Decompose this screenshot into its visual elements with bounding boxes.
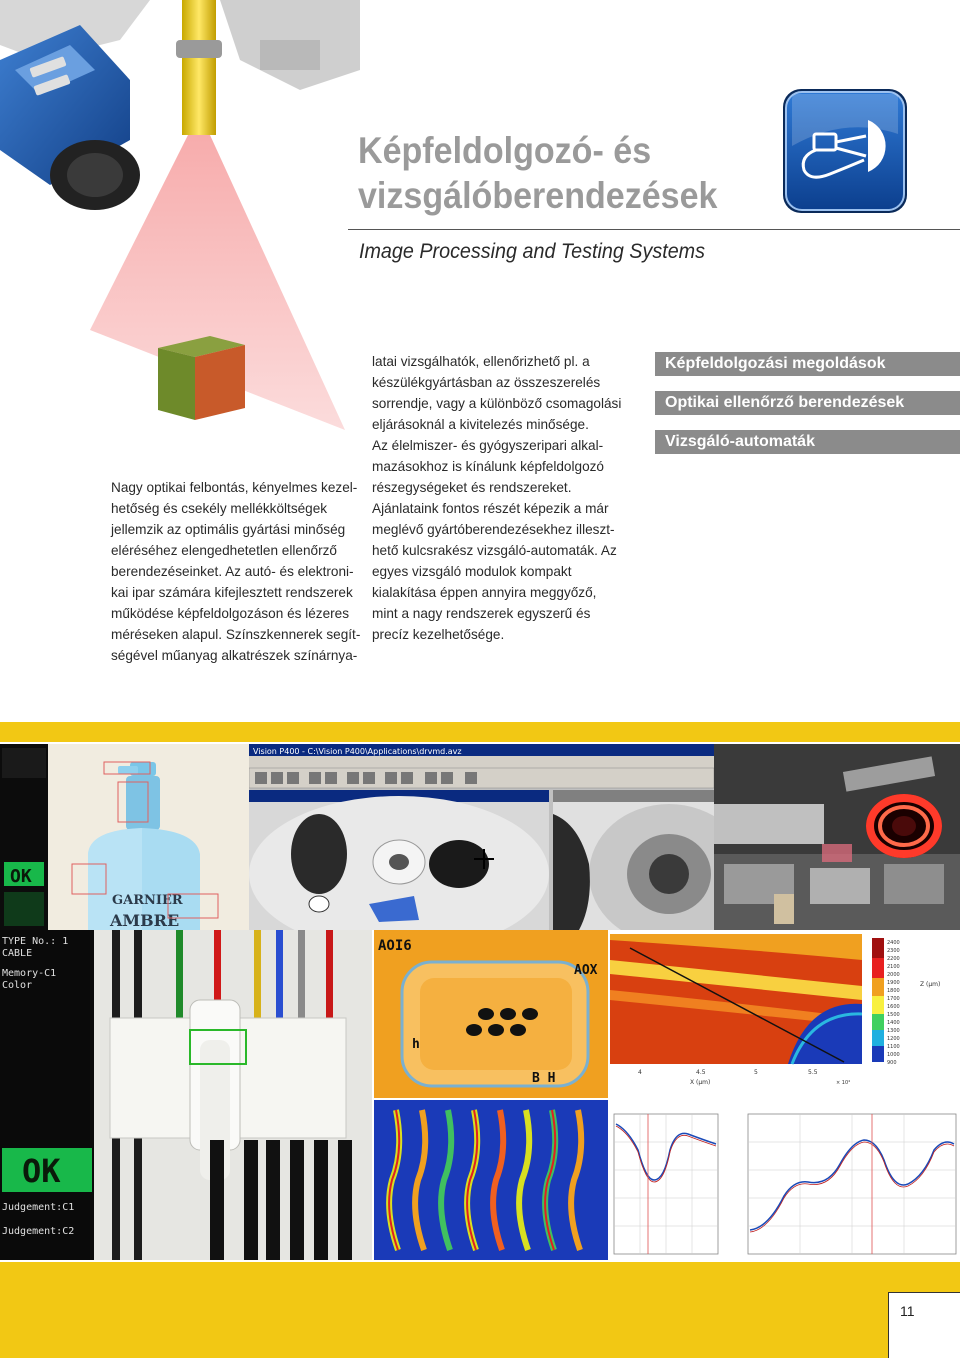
heat-aoi-label: AOI6 bbox=[378, 938, 412, 954]
cable-status: OK bbox=[22, 1152, 61, 1190]
cable-judgement-1: Judgement:C1 bbox=[2, 1202, 75, 1213]
category-image-processing: Képfeldolgozási megoldások bbox=[655, 352, 960, 376]
cable-type-line: TYPE No.: 1 bbox=[2, 936, 69, 947]
cable-judgement-2: Judgement:C2 bbox=[2, 1226, 75, 1237]
text-line: hetőség és csekély mellékköltségek bbox=[111, 501, 328, 516]
page-title bbox=[358, 128, 744, 218]
text-line: Ajánlataink fontos részét képezik a már bbox=[372, 501, 609, 516]
title-line-2: vizsgálóberendezések bbox=[358, 175, 718, 216]
intro-column-2 bbox=[372, 351, 622, 645]
x-axis-tick: 4 bbox=[638, 1069, 642, 1076]
cable-memory-line: Memory-C1 bbox=[2, 968, 57, 979]
text-line: méréseken alapul. Színszkennerek segít- bbox=[111, 627, 361, 642]
colorbar-tick: 2100 bbox=[887, 964, 900, 970]
photo-cable-connector bbox=[0, 930, 372, 1260]
text-line: kai ipar számára kifejlesztett rendszerek bbox=[111, 585, 353, 600]
photo-line-plots bbox=[608, 1100, 960, 1260]
text-line: kialakítása éppen annyira meggyőző, bbox=[372, 585, 597, 600]
text-line: ségével műanyag alkatrészek színárnya- bbox=[111, 648, 358, 663]
intro-column-1 bbox=[111, 477, 361, 666]
colorbar-tick: 1200 bbox=[887, 1036, 900, 1042]
bottle-product: AMBRE bbox=[110, 911, 180, 930]
text-line: részegységeket és rendszereket. bbox=[372, 480, 572, 495]
text-line: meglévő gyártóberendezésekhez illeszt- bbox=[372, 522, 615, 537]
yellow-band-top bbox=[0, 722, 960, 742]
text-line: Az élelmiszer- és gyógyszeripari alkal- bbox=[372, 438, 604, 453]
software-window-title: Vision P400 - C:\Vision P400\Applications\drvmd.avz bbox=[253, 747, 462, 756]
yellow-band-bottom bbox=[0, 1262, 960, 1358]
colorbar-tick: 2300 bbox=[887, 948, 900, 954]
photo-surface-profile bbox=[608, 930, 960, 1098]
page-subtitle: Image Processing and Testing Systems bbox=[359, 240, 705, 263]
text-line: latai vizsgálhatók, ellenőrizhető pl. a bbox=[372, 354, 590, 369]
colorbar-tick: 1900 bbox=[887, 980, 900, 986]
x-axis-tick: 4.5 bbox=[696, 1069, 706, 1076]
colorbar-tick: 1100 bbox=[887, 1044, 900, 1050]
colorbar-tick: 1600 bbox=[887, 1004, 900, 1010]
text-line: mazásokhoz is kínálunk képfeldolgozó bbox=[372, 459, 604, 474]
x-axis-label: X (µm) bbox=[690, 1079, 711, 1086]
text-line: egyes vizsgáló modulok kompakt bbox=[372, 564, 572, 579]
bottle-brand: GARNIER bbox=[112, 893, 183, 908]
heat-bh-label: B H bbox=[532, 1071, 556, 1086]
photo-heatmap-aoi bbox=[374, 930, 608, 1098]
colorbar-label: Z (µm) bbox=[920, 981, 941, 988]
x-axis-tick: 5.5 bbox=[808, 1069, 818, 1076]
cable-color-line: Color bbox=[2, 980, 33, 991]
text-line: precíz kezelhetősége. bbox=[372, 627, 505, 642]
text-line: jellemzik az optimális gyártási minőség bbox=[111, 522, 346, 537]
category-test-automation: Vizsgáló-automaták bbox=[655, 430, 960, 454]
hero-illustration bbox=[0, 0, 360, 470]
text-line: berendezéseinket. Az autó- és elektroni- bbox=[111, 564, 354, 579]
colorbar-tick: 1800 bbox=[887, 988, 900, 994]
text-line: működése képfeldolgozáson és lézeres bbox=[111, 606, 350, 621]
text-line: készülékgyártásban az összeszerelés bbox=[372, 375, 601, 390]
photo-wheel-software bbox=[249, 744, 714, 930]
colorbar-tick: 1300 bbox=[887, 1028, 900, 1034]
colorbar-tick: 2000 bbox=[887, 972, 900, 978]
colorbar-tick: 1500 bbox=[887, 1012, 900, 1018]
text-line: sorrendje, vagy a különböző csomagolási bbox=[372, 396, 622, 411]
page-number-box bbox=[888, 1292, 960, 1358]
category-optical-inspection: Optikai ellenőrző berendezések bbox=[655, 391, 960, 415]
sensor-logo-icon bbox=[780, 86, 910, 216]
text-line: hető kulcsrakész vizsgáló-automaták. Az bbox=[372, 543, 617, 558]
colorbar-tick: 1400 bbox=[887, 1020, 900, 1026]
photo-bottle-inspection bbox=[0, 744, 249, 930]
title-divider bbox=[348, 229, 960, 230]
colorbar-tick: 1700 bbox=[887, 996, 900, 1002]
photo-led-ring-station bbox=[714, 744, 960, 930]
text-line: eléréséhez elengedhetetlen ellenőrző bbox=[111, 543, 337, 558]
bottle-status: OK bbox=[10, 866, 32, 887]
text-line: eljárásoknál a kivitelezés minősége. bbox=[372, 417, 589, 432]
heat-aox-label: AOX bbox=[574, 963, 598, 978]
colorbar-tick: 2200 bbox=[887, 956, 900, 962]
heat-h-label: h bbox=[412, 1037, 420, 1052]
colorbar-tick: 2400 bbox=[887, 940, 900, 946]
text-line: mint a nagy rendszerek egyszerű és bbox=[372, 606, 591, 621]
x-axis-tick: 5 bbox=[754, 1069, 758, 1076]
title-line-1: Képfeldolgozó- és bbox=[358, 130, 652, 171]
page-number: 11 bbox=[900, 1303, 915, 1319]
colorbar-tick: 1000 bbox=[887, 1052, 900, 1058]
text-line: Nagy optikai felbontás, kényelmes kezel- bbox=[111, 480, 358, 495]
cable-label: CABLE bbox=[2, 948, 33, 959]
photo-heatmap-patterns bbox=[374, 1100, 608, 1260]
colorbar-tick: 900 bbox=[887, 1060, 897, 1066]
laser-sensor-illustration bbox=[0, 0, 360, 470]
x-axis-exponent: × 10⁴ bbox=[836, 1080, 851, 1086]
